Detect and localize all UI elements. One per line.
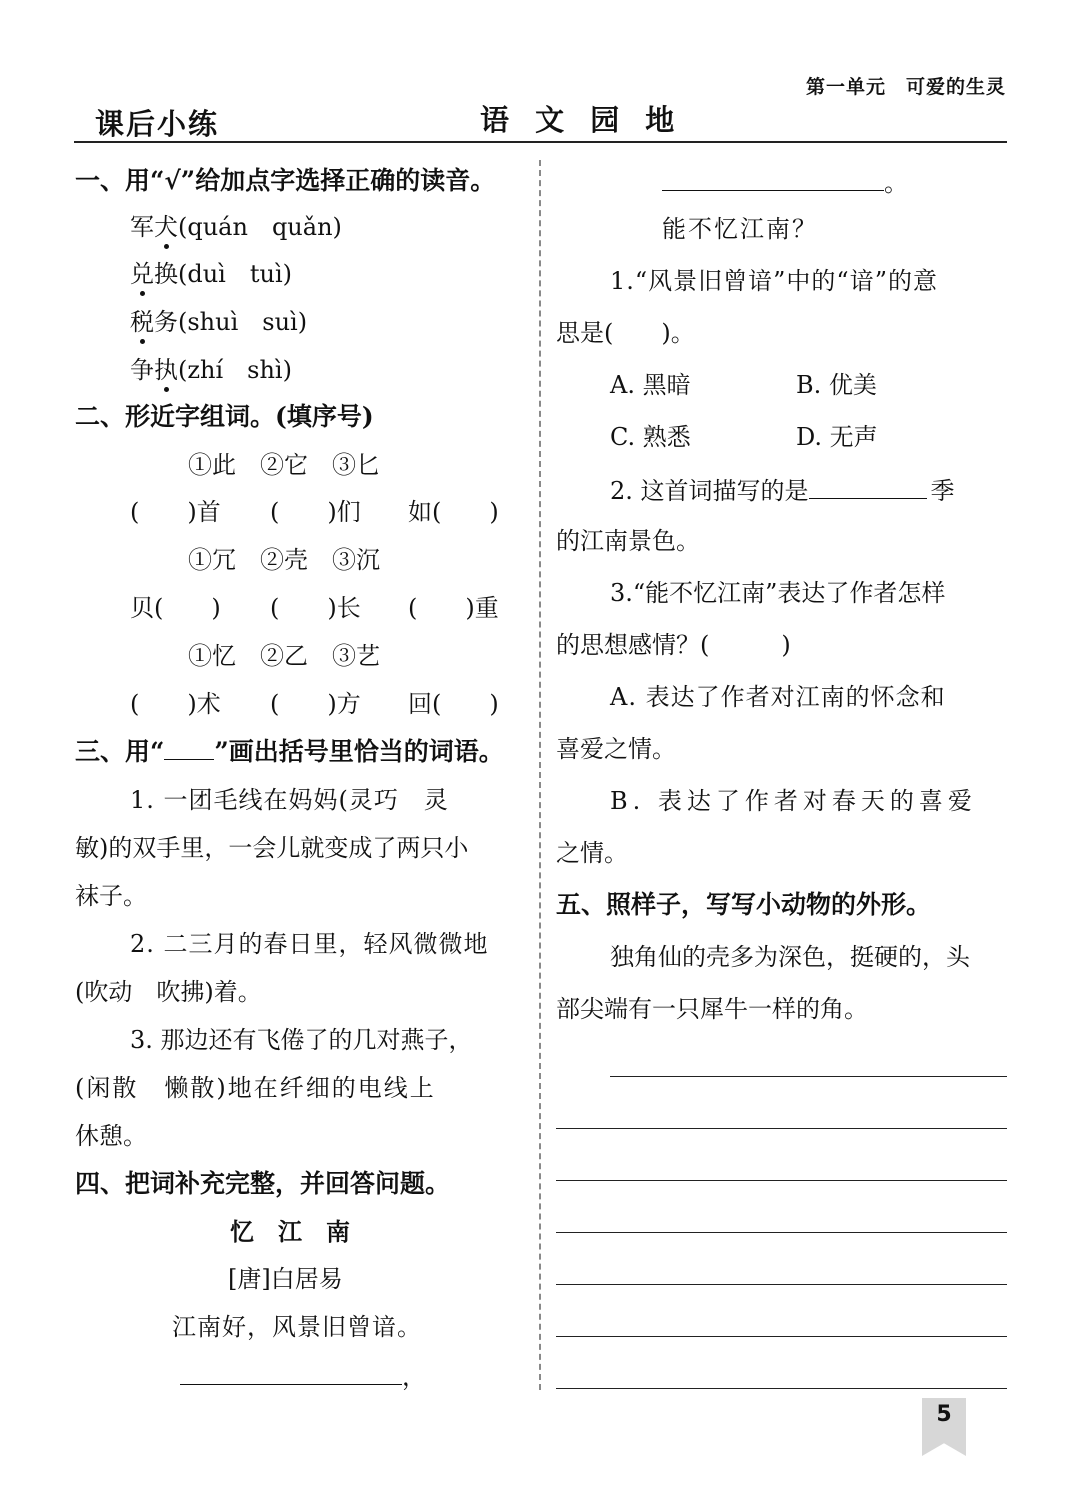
q3-underline-sample (164, 759, 214, 760)
q5-example-line-1: 独角仙的壳多为深色，挺硬的，头 (610, 943, 970, 971)
poem-author: [唐]白居易 (228, 1265, 343, 1293)
poem-period: 。 (884, 169, 908, 197)
q3-line-5: (吹动 吹拂)着。 (75, 978, 262, 1006)
q1-item-4-dotted-char: 执 (154, 356, 178, 384)
writing-line-2[interactable] (556, 1128, 1007, 1129)
q3-title-start: 三、用“ (75, 737, 165, 766)
q4-sub3-answer-b-line-2: 之情。 (556, 839, 628, 867)
poem-blank-2[interactable] (662, 166, 884, 191)
q5-title: 五、照样子，写写小动物的外形。 (556, 890, 932, 919)
writing-line-6[interactable] (556, 1336, 1007, 1337)
poem-line-4: 能不忆江南？ (662, 215, 818, 243)
q3-line-6: 3. 那边还有飞倦了的几对燕子， (130, 1026, 473, 1054)
q1-item-3-dotted-char: 税 (130, 308, 154, 336)
q4-sub3-line-2: 的思想感情？( ) (556, 631, 791, 659)
poem-line-2 (180, 1360, 426, 1392)
q2-group-1-chars: ①此 ②它 ③匕 (188, 451, 380, 479)
poem-title: 忆 江 南 (230, 1217, 350, 1246)
q1-item-3-options: (shuì suì) (178, 308, 308, 336)
q1-item-1 (130, 212, 342, 242)
q3-line-1: 1. 一团毛线在妈妈(灵巧 灵 (130, 786, 449, 814)
q4-sub3-answer-a-line-2: 喜爱之情。 (556, 735, 676, 763)
q2-group-2-blank-2: ( )长 (270, 594, 361, 622)
q3-line-2: 敏)的双手里，一会儿就变成了两只小 (75, 834, 469, 862)
poem-blank-1[interactable] (180, 1360, 402, 1385)
q2-group-1-blank-2: ( )们 (270, 498, 361, 526)
q1-item-2-char: 换 (154, 260, 178, 288)
q4-sub2-line-1 (610, 474, 955, 506)
q1-item-2-dotted-char: 兑 (130, 260, 154, 288)
writing-line-4[interactable] (556, 1232, 1007, 1233)
q2-group-3-chars: ①忆 ②乙 ③艺 (188, 642, 380, 670)
section-label: 课后小练 (95, 107, 220, 141)
q3-line-8: 休憩。 (75, 1122, 147, 1150)
q2-group-1-blank-3: 如( ) (408, 498, 499, 526)
writing-line-3[interactable] (556, 1180, 1007, 1181)
q1-item-1-options: (quán quǎn) (178, 213, 342, 241)
q4-sub1-line-1: 1.“风景旧曾谙”中的“谙”的意 (610, 267, 938, 295)
q4-sub1-option-c: C. 熟悉 (610, 423, 691, 451)
q2-group-2-chars: ①冗 ②壳 ③沉 (188, 546, 380, 574)
q4-sub3-line-1: 3.“能不忆江南”表达了作者怎样 (610, 579, 946, 607)
poem-line-1: 江南好，风景旧曾谙。 (172, 1313, 422, 1341)
q3-line-3: 袜子。 (75, 882, 147, 910)
q1-item-3 (130, 307, 307, 337)
q4-sub1-option-d: D. 无声 (796, 423, 878, 451)
q1-item-2-options: (duì tuì) (178, 260, 292, 288)
q2-group-1-blank-1: ( )首 (130, 498, 221, 526)
q4-sub2-text: 2. 这首词描写的是 (610, 477, 809, 505)
q2-group-2-blank-3: ( )重 (408, 594, 499, 622)
q4-sub2-season-label: 季 (930, 477, 955, 505)
q3-title (75, 737, 504, 767)
q4-title: 四、把词补充完整，并回答问题。 (75, 1169, 451, 1198)
q4-sub3-answer-a-line-1: A. 表达了作者对江南的怀念和 (610, 683, 946, 711)
poem-line-3 (662, 166, 908, 198)
q2-title: 二、形近字组词。(填序号) (75, 402, 374, 431)
q1-item-4-options: (zhí shì) (178, 356, 292, 384)
q1-item-1-dotted-char: 犬 (154, 213, 178, 241)
poem-comma: ， (402, 1363, 426, 1391)
q4-sub2-line-2: 的江南景色。 (556, 527, 700, 555)
q4-sub2-blank[interactable] (809, 474, 927, 499)
q1-item-2 (130, 259, 292, 289)
writing-line-5[interactable] (556, 1284, 1007, 1285)
q1-item-4-char: 争 (130, 356, 154, 384)
header-rule (74, 141, 1007, 143)
q2-group-3-blank-2: ( )方 (270, 690, 361, 718)
page-number: 5 (936, 1402, 952, 1427)
q4-sub1-option-a: A. 黑暗 (610, 371, 691, 399)
q2-group-3-blank-3: 回( ) (408, 690, 499, 718)
q1-item-4 (130, 355, 292, 385)
q3-line-4: 2. 二三月的春日里，轻风微微地 (130, 930, 489, 958)
page-title: 语 文 园 地 (480, 103, 683, 137)
q1-item-1-char: 军 (130, 213, 154, 241)
writing-line-7[interactable] (556, 1388, 1007, 1389)
q4-sub1-option-b: B. 优美 (796, 371, 877, 399)
q2-group-3-blank-1: ( )术 (130, 690, 221, 718)
q3-title-end: ”画出括号里恰当的词语。 (214, 737, 504, 766)
q1-item-3-char: 务 (154, 308, 178, 336)
q4-sub1-line-2: 思是( )。 (556, 319, 695, 347)
q3-line-7: (闲散 懒散)地在纤细的电线上 (75, 1074, 436, 1102)
q5-example-line-2: 部尖端有一只犀牛一样的角。 (556, 995, 868, 1023)
unit-title: 第一单元 可爱的生灵 (805, 76, 1006, 98)
q4-sub3-answer-b-line-1: B. 表达了作者对春天的喜爱 (610, 787, 977, 815)
q1-title: 一、用“√”给加点字选择正确的读音。 (75, 166, 496, 195)
column-divider (539, 160, 541, 1390)
writing-line-1[interactable] (610, 1076, 1007, 1077)
q2-group-2-blank-1: 贝( ) (130, 594, 221, 622)
